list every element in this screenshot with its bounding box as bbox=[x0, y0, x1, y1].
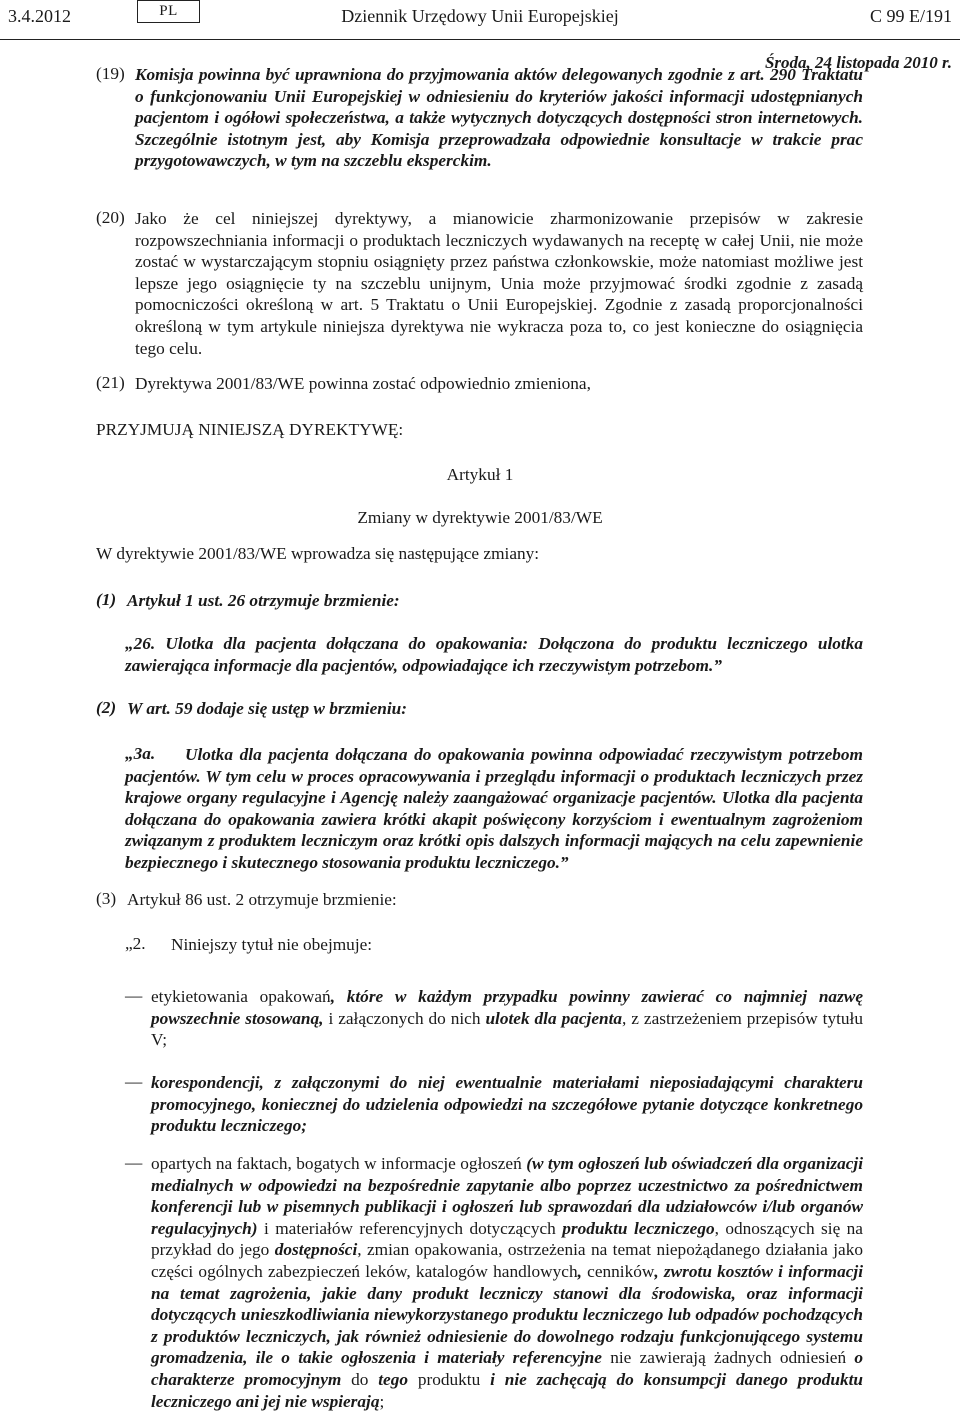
publication-date: 3.4.2012 bbox=[8, 6, 71, 26]
journal-title: Dziennik Urzędowy Unii Europejskiej bbox=[341, 6, 619, 26]
adoption-formula: PRZYJMUJĄ NINIEJSZĄ DYREKTYWĘ: bbox=[96, 420, 404, 439]
recital-number: (20) bbox=[96, 208, 125, 227]
bullet-3-part: , odnoszących się na przykład do jego bbox=[151, 1218, 863, 1260]
bullet-3-part: ; bbox=[379, 1391, 385, 1411]
dash-bullet: — bbox=[125, 1153, 143, 1172]
recital-number: (21) bbox=[96, 373, 125, 392]
bullet-3-part: i materiałów referencyjnych dotyczących bbox=[257, 1218, 563, 1238]
amendment-3-quote-number: „2. bbox=[125, 934, 146, 953]
amendment-2-quote-number: „3a. bbox=[125, 744, 156, 763]
language-badge: PL bbox=[137, 0, 200, 23]
bullet-1-amendment: ulotek dla pacjenta bbox=[485, 1008, 623, 1028]
bullet-3-amendment: , bbox=[577, 1261, 582, 1281]
header-rule bbox=[0, 39, 960, 40]
amendment-number: (1) bbox=[96, 590, 117, 609]
bullet-1-part: , z zastrzeżeniem przepisów tytułu V; bbox=[151, 1008, 863, 1050]
bullet-3-part: produktu bbox=[408, 1369, 491, 1389]
bullet-3-amendment: , zwrotu kosztów i informacji na temat zagrożenia, jakie dany produkt leczniczy stanowi dla środowiska, oraz informacji dotyczących unieszkodliwiania niewykorzystanego produktu leczniczego lub odpadów pochodzących z produktów leczniczych, jak również odniesienie do dowolnego rodzaju funkcjonującego systemu gromadzenia, ile o takie ogłoszenia i materiały referencyjne bbox=[151, 1261, 863, 1368]
session-date: Środa, 24 listopada 2010 r. bbox=[764, 53, 952, 72]
amendment-number: (3) bbox=[96, 889, 117, 908]
bullet-3-part: do bbox=[341, 1369, 379, 1389]
bullet-3-part: cenników bbox=[581, 1261, 655, 1281]
dash-bullet: — bbox=[125, 1072, 143, 1091]
list-item-labelling bbox=[151, 986, 863, 1051]
amendment-3-label: Artykuł 86 ust. 2 otrzymuje brzmienie: bbox=[127, 890, 397, 909]
bullet-1-amendment: , które w każdym przypadku powinny zawierać co najmniej nazwę powszechnie stosowaną, bbox=[151, 987, 863, 1028]
article-intro: W dyrektywie 2001/83/WE wprowadza się następujące zmiany: bbox=[96, 544, 540, 563]
bullet-3-part: , zmian opakowania, ostrzeżenia na temat niepożądanego działania jako części ogólnych zabezpieczeń leków, katalogów handlowych bbox=[151, 1240, 863, 1281]
bullet-3-part: opartych na faktach, bogatych w informacje ogłoszeń bbox=[151, 1154, 527, 1173]
amendment-2-quote: Ulotka dla pacjenta dołączana do opakowania powinna odpowiadać rzeczywistym potrzebom pacjentów. W tym celu w proces opracowywania i przeglądu informacji o produktach leczniczych przez krajowe organy regulacyjne i Agencję należy zaangażować organizacje pacjentów. Ulotka dla pacjenta dołączana do opakowania zawiera krótki akapit poświęcony korzyściom i ewentualnym zagrożeniom związanym z produktem leczniczym oraz krótki opis dalszych informacji mających na celu zapewnienie bezpiecznego i skutecznego stosowania produktu leczniczego.” bbox=[125, 745, 863, 872]
amendment-1-label: Artykuł 1 ust. 26 otrzymuje brzmienie: bbox=[127, 591, 400, 610]
bullet-3-part: nie zawierają żadnych odniesień bbox=[601, 1348, 855, 1368]
bullet-3-amendment: produktu leczniczego bbox=[562, 1218, 715, 1238]
amendment-number: (2) bbox=[96, 698, 117, 717]
bullet-1-part: etykietowania opakowań bbox=[151, 987, 331, 1006]
recital-20-text: Jako że cel niniejszej dyrektywy, a mianowicie zharmonizowanie przepisów w zakresie rozpowszechniania informacji o produktach leczniczych wydawanych na receptę w całej Unii, nie może zostać w wystarczającym stopniu osiągnięty przez państwa członkowskie, może natomiast możliwe jest lepsze jego osiągnięcie ty na szczeblu unijnym, Unia może przyjmować środki zgodnie z zasadą pomocniczości określoną w art. 5 Traktatu o Unii Europejskiej. Zgodnie z zasadą proporcjonalności określoną w tym artykule niniejsza dyrektywa nie wykracza poza to, co jest konieczne do osiągnięcia tego celu. bbox=[135, 209, 863, 358]
amendment-3-quote: Niniejszy tytuł nie obejmuje: bbox=[171, 935, 373, 954]
recital-19-text: Komisja powinna być uprawniona do przyjmowania aktów delegowanych zgodnie z art. 290 Traktatu o funkcjonowaniu Unii Europejskiej w odniesieniu do kryteriów jakości informacji udostępnianych pacjentom i ogółowi społeczeństwa, a także wytycznych dotyczących dostępności stron internetowych. Szczególnie istotnym jest, aby Komisja przeprowadzała odpowiednie konsultacje w trakcie prac przygotowawczych, w tym na szczeblu eksperckim. bbox=[135, 65, 863, 171]
bullet-3-amendment: i nie zachęcają do konsumpcji danego produktu leczniczego ani jej nie wspierają bbox=[151, 1369, 864, 1411]
journal-header bbox=[0, 0, 960, 42]
bullet-3-amendment: dostępności bbox=[274, 1240, 358, 1260]
dash-bullet: — bbox=[125, 986, 143, 1005]
bullet-3-amendment: tego bbox=[378, 1369, 409, 1389]
amendment-2-label: W art. 59 dodaje się ustęp w brzmieniu: bbox=[127, 699, 408, 718]
bullet-3-amendment: (w tym ogłoszeń lub oświadczeń dla organizacji medialnych w odpowiedzi na bezpośrednie zapytanie albo poprzez uczestnictwo za pośrednictwem konferencji lub w pisemnych publikacji i ogłoszeń lub sprawozdań dla udziałowców i/lub organów regulacyjnych) bbox=[151, 1154, 864, 1238]
article-title: Zmiany w dyrektywie 2001/83/WE bbox=[357, 508, 603, 527]
recital-number: (19) bbox=[96, 64, 125, 83]
list-item-correspondence: korespondencji, z załączonymi do niej ewentualnie materiałami nieposiadającymi charakteru promocyjnego, koniecznej do udzielenia odpowiedzi na szczegółowe pytanie dotyczące konkretnego produktu leczniczego; bbox=[151, 1073, 863, 1136]
recital-21-text: Dyrektywa 2001/83/WE powinna zostać odpowiednio zmieniona, bbox=[135, 374, 591, 393]
article-heading: Artykuł 1 bbox=[446, 465, 514, 484]
amendment-1-quote: „26. Ulotka dla pacjenta dołączana do opakowania: Dołączona do produktu leczniczego ulotka zawierająca informacje dla pacjentów, odpowiadające ich rzeczywistym potrzebom.” bbox=[125, 634, 863, 675]
bullet-1-part: i załączonych do nich bbox=[323, 1008, 486, 1028]
bullet-3-amendment: o charakterze promocyjnym bbox=[151, 1348, 863, 1389]
journal-reference: C 99 E/191 bbox=[869, 6, 952, 26]
list-item-announcements bbox=[151, 1153, 863, 1412]
